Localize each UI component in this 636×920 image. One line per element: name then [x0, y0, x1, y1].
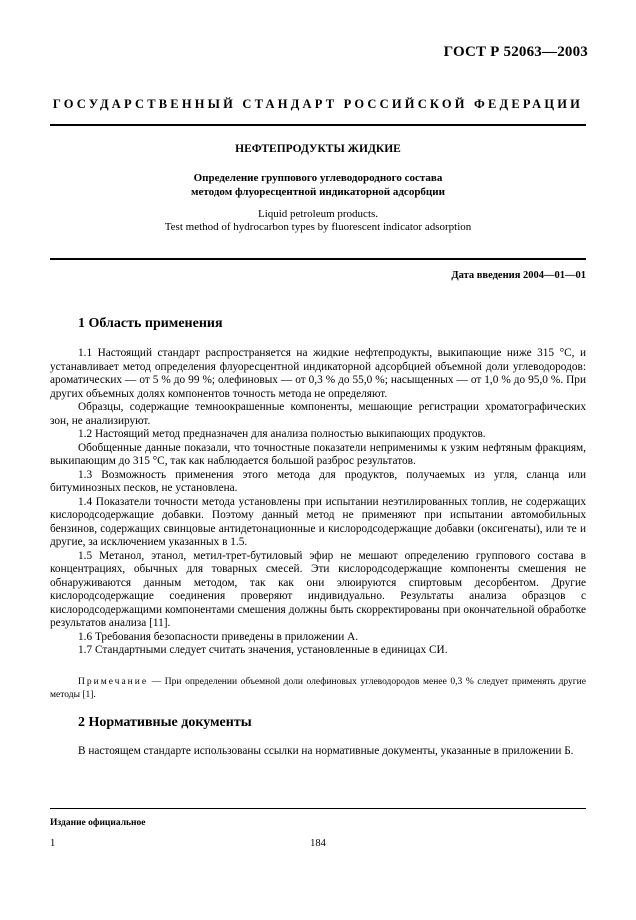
top-divider: [50, 124, 586, 126]
footer-left-number: 1: [50, 838, 56, 849]
footer-divider: [50, 808, 586, 809]
state-standard-heading: ГОСУДАРСТВЕННЫЙ СТАНДАРТ РОССИЙСКОЙ ФЕДЕРАЦИИ: [52, 97, 584, 111]
document-title: НЕФТЕПРОДУКТЫ ЖИДКИЕ: [235, 143, 401, 155]
section-2-body: [50, 745, 586, 759]
english-title-line-2: Test method of hydrocarbon types by fluorescent indicator adsorption: [164, 221, 472, 233]
paragraph-1-2-cont: Обобщенные данные показали, что точностные показатели неприменимы к узким нефтяным фракциям, выкипающим до 315 °С, так как наблюдается большой разброс результатов.: [50, 441, 586, 467]
paragraph-1-4: 1.4 Показатели точности метода установлены при испытании неэтилированных топлив, не содержащих кислородсодержащие добавки. Поэтому данный метод не применяют при испытании автомобильных бензинов, содержащих свинцовые антидетонационные и кислородсодержащие добавки (оксигенаты), или те и другие, за исключением указанных в 1.5.: [50, 495, 586, 548]
paragraph-1-1-cont: Образцы, содержащие темноокрашенные компоненты, мешающие регистрации хроматографических зон, не анализируют.: [50, 401, 586, 427]
subtitle-line-2: методом флуоресцентной индикаторной адсорбции: [191, 186, 445, 198]
paragraph-1-2: 1.2 Настоящий метод предназначен для анализа полностью выкипающих продуктов.: [78, 428, 486, 440]
section-1-body: [50, 347, 586, 658]
paragraph-1-7: 1.7 Стандартными следует считать значения, установленные в единицах СИ.: [78, 644, 448, 656]
title-divider: [50, 258, 586, 260]
paragraph-1-3: 1.3 Возможность применения этого метода для продуктов, получаемых из угля, сланца или битуминозных песков, не установлена.: [50, 468, 586, 494]
note-text: — При определении объемной доли олефиновых углеводородов менее 0,3 % следует применять другие методы [1].: [50, 677, 586, 700]
paragraph-1-5: 1.5 Метанол, этанол, метил-трет-бутиловый эфир не мешают определению группового состава в концентрациях, обычных для товарных смесей. Эти кислородсодержащие компоненты смешения не обнаруживаются данным методом, так как они элюируются спиртовым десорбентом. Другие кислородсодержащие соединения проверяют индивидуально. Результаты анализа образцов с кислородсодержащими компонентами смешения должны быть скорректированы при окончательной обработке результатов анализа [11].: [50, 549, 586, 629]
section-1-heading: 1 Область применения: [78, 316, 223, 331]
page-number: 184: [310, 838, 326, 849]
official-edition-label: Издание официальное: [50, 818, 146, 828]
note: [50, 676, 586, 701]
subtitle-line-1: Определение группового углеводородного состава: [193, 172, 443, 184]
introduction-date: Дата введения 2004—01—01: [451, 270, 586, 281]
english-title-line-1: Liquid petroleum products.: [257, 208, 379, 220]
document-number: ГОСТ Р 52063—2003: [443, 44, 588, 60]
english-title: [50, 208, 586, 234]
note-label: Примечание: [78, 677, 149, 687]
document-subtitle: [50, 171, 586, 199]
paragraph-1-6: 1.6 Требования безопасности приведены в приложении А.: [78, 630, 359, 643]
section-2-heading: 2 Нормативные документы: [78, 715, 252, 730]
paragraph-2: В настоящем стандарте использованы ссылки на нормативные документы, указанные в приложении Б.: [78, 745, 574, 757]
paragraph-1-1: 1.1 Настоящий стандарт распространяется на жидкие нефтепродукты, выкипающие ниже 315 °С, и устанавливает метод определения флуоресцентной индикаторной адсорбцией объемной доли углеводородов: ароматических — от 5 % до 99 %; олефиновых — от 0,3 % до 55,0 %; насыщенных — от 1,0 % до 95,0 %. При других объемных долях компонентов точность метода не определяют.: [50, 347, 586, 400]
